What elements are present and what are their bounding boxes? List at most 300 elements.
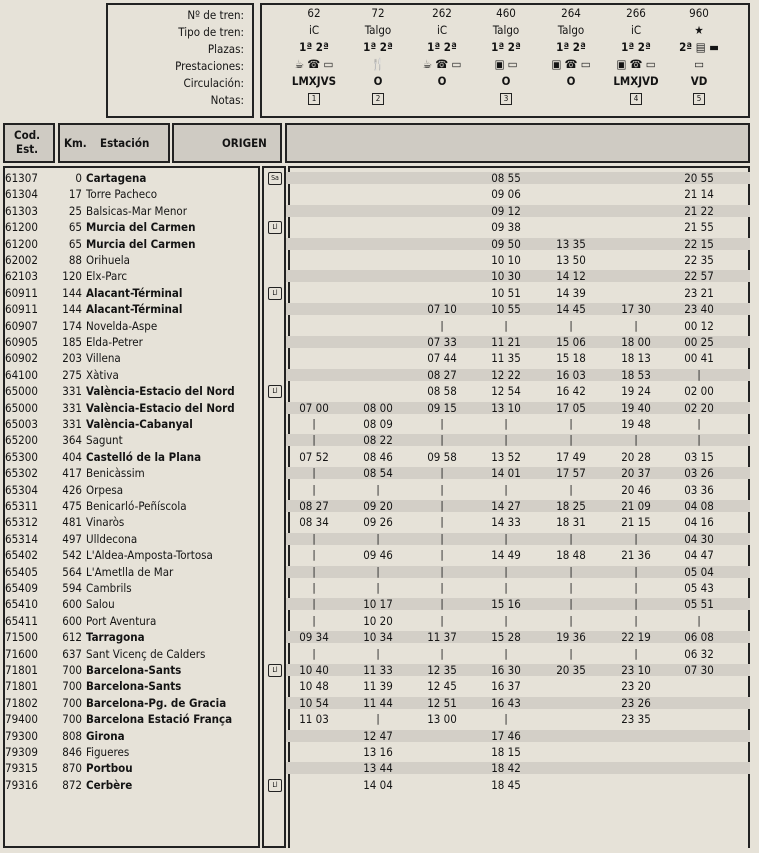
departure-time: | [504, 646, 508, 660]
departure-time: 11 37 [427, 630, 457, 645]
station-row [0, 449, 759, 465]
station-code: 79300 [5, 728, 38, 743]
departure-time: 12 45 [427, 679, 457, 694]
station-km: 808 [62, 728, 82, 743]
train-services: ☕ ☎ ▭ [294, 57, 334, 71]
station-code: 60905 [5, 335, 38, 349]
train-circulation: O [373, 74, 383, 88]
station-km: 426 [62, 482, 82, 497]
departure-time: 08 27 [427, 367, 457, 382]
station-code: 60902 [5, 351, 38, 366]
station-name: Barcelona Estació França [86, 712, 233, 727]
departure-time: 09 58 [427, 449, 457, 464]
departure-time: | [697, 367, 701, 381]
departure-time: 09 34 [299, 630, 329, 645]
departure-time: | [697, 613, 701, 627]
departure-time: | [569, 597, 573, 611]
departure-time: 17 46 [491, 728, 521, 743]
station-code: 65302 [5, 466, 38, 481]
train-info-labels-box [106, 3, 254, 118]
departure-time: 03 36 [684, 482, 714, 497]
station-km: 497 [62, 531, 82, 546]
station-km: 481 [62, 515, 82, 530]
departure-time: | [504, 581, 508, 594]
station-name: Ulldecona [86, 531, 138, 546]
station-km: 600 [62, 613, 82, 628]
station-code: 65411 [5, 613, 38, 628]
departure-time: | [440, 548, 444, 562]
station-code: 71600 [5, 646, 38, 661]
departure-time: 05 51 [684, 597, 714, 612]
departure-time: 03 26 [684, 466, 714, 481]
station-name: Portbou [86, 761, 133, 776]
station-name: Elx-Parc [86, 269, 128, 284]
departure-time: | [569, 482, 573, 496]
departure-time: | [376, 482, 380, 496]
departure-time: 18 53 [621, 367, 651, 382]
departure-time: 13 44 [363, 761, 393, 776]
departure-time: | [376, 712, 380, 726]
station-name: Port Aventura [86, 613, 157, 628]
station-km: 331 [62, 417, 82, 431]
departure-time: | [634, 646, 638, 660]
station-code: 64100 [5, 367, 38, 382]
station-row [0, 662, 759, 678]
station-row [0, 252, 759, 268]
departure-time: 21 15 [621, 515, 651, 530]
departure-time: 05 04 [684, 564, 714, 579]
departure-time: | [504, 531, 508, 545]
departure-time: 14 49 [491, 548, 521, 563]
station-name: Figueres [86, 745, 130, 759]
departure-time: 23 26 [621, 695, 651, 710]
station-km: 700 [62, 712, 82, 727]
station-name: Girona [86, 728, 125, 743]
station-row [0, 482, 759, 498]
departure-time: | [697, 433, 701, 447]
note-marker: 2 [372, 93, 384, 105]
departure-time: 10 55 [491, 302, 521, 317]
times-header-band [285, 123, 750, 163]
departure-time: 02 20 [684, 400, 714, 415]
station-code: 61200 [5, 220, 38, 235]
departure-time: 04 30 [684, 531, 714, 546]
departure-time: 21 22 [684, 203, 714, 218]
station-code: 65300 [5, 449, 38, 464]
train-seats: 1ª 2ª [556, 40, 586, 54]
departure-time: 03 15 [684, 449, 714, 464]
train-number: 460 [496, 6, 516, 20]
departure-time: 12 51 [427, 695, 457, 710]
departure-time: | [569, 531, 573, 545]
station-name: Torre Pacheco [86, 187, 158, 202]
departure-time: 11 03 [299, 712, 329, 727]
station-code: 65405 [5, 564, 38, 579]
train-circulation: O [566, 74, 576, 88]
station-km: 612 [62, 630, 82, 645]
note-marker: 3 [500, 93, 512, 105]
departure-time: 17 30 [621, 302, 651, 317]
departure-time: | [504, 482, 508, 496]
departure-time: | [440, 466, 444, 480]
station-name: L'Ametlla de Mar [86, 564, 174, 579]
departure-time: | [569, 318, 573, 332]
departure-time: 11 35 [491, 351, 521, 366]
train-note [283, 91, 345, 105]
departure-time: 10 48 [299, 679, 329, 694]
station-name: Novelda-Aspe [86, 318, 158, 333]
departure-time: | [504, 712, 508, 726]
train-number: 266 [626, 6, 646, 20]
station-km: 88 [68, 253, 82, 267]
station-code: 71801 [5, 679, 38, 694]
departure-time: 21 14 [684, 187, 714, 202]
station-name: Villena [86, 351, 121, 366]
station-row [0, 629, 759, 645]
station-row [0, 318, 759, 334]
departure-time: | [440, 318, 444, 332]
train-type: iC [436, 23, 448, 37]
station-row [0, 580, 759, 596]
station-row [0, 170, 759, 186]
departure-time: | [312, 531, 316, 545]
label-circulation: Circulación: [183, 76, 244, 90]
departure-time: | [569, 433, 573, 447]
station-code: 61200 [5, 236, 38, 251]
station-name: L'Aldea-Amposta-Tortosa [86, 548, 213, 563]
station-code: 79309 [5, 745, 38, 759]
station-km: 872 [62, 777, 82, 792]
station-name: Orihuela [86, 253, 130, 267]
train-note [347, 91, 409, 105]
departure-time: 10 20 [363, 613, 393, 628]
station-symbol: Ll [268, 221, 282, 234]
departure-time: 22 15 [684, 236, 714, 251]
station-name: València-Estacio del Nord [86, 400, 235, 415]
departure-time: 19 24 [621, 384, 651, 399]
train-type: Talgo [492, 23, 520, 37]
departure-time: 04 47 [684, 548, 714, 563]
departure-time: | [312, 433, 316, 447]
station-code: 65311 [5, 499, 38, 513]
departure-time: | [440, 646, 444, 660]
label-train-number: Nº de tren: [187, 8, 244, 22]
train-seats: 1ª 2ª [363, 40, 393, 54]
station-km: 637 [62, 646, 82, 661]
station-km: 564 [62, 564, 82, 579]
station-name: Barcelona-Sants [86, 663, 182, 677]
station-km: 120 [62, 269, 82, 284]
note-marker: 1 [308, 93, 320, 105]
train-circulation: O [437, 74, 447, 88]
train-seats: 2ª ▤ ▬ [679, 40, 719, 54]
departure-time: | [634, 564, 638, 578]
station-row [0, 236, 759, 252]
departure-time: 08 34 [299, 515, 329, 530]
train-circulation: LMXJVS [291, 74, 337, 88]
departure-time: | [440, 597, 444, 611]
departure-time: 12 47 [363, 728, 393, 743]
departure-time: 14 33 [491, 515, 521, 530]
departure-time: 08 00 [363, 400, 393, 415]
station-km: 331 [62, 384, 82, 399]
station-symbol: Ll [268, 385, 282, 398]
departure-time: 21 36 [621, 548, 651, 563]
departure-time: | [312, 466, 316, 480]
train-type: Talgo [364, 23, 392, 37]
departure-time: 23 21 [684, 285, 714, 300]
station-row [0, 203, 759, 219]
departure-time: | [504, 613, 508, 627]
departure-time: | [440, 564, 444, 578]
departure-time: 14 45 [556, 302, 586, 317]
train-circulation: LMXJVD [613, 74, 659, 88]
departure-time: | [440, 613, 444, 627]
label-notes: Notas: [210, 93, 244, 107]
departure-time: 09 38 [491, 220, 521, 235]
departure-time: 05 43 [684, 581, 714, 595]
train-services: ▣ ▭ [494, 57, 518, 71]
departure-time: 02 00 [684, 384, 714, 399]
train-number: 262 [432, 6, 452, 20]
departure-time: 06 32 [684, 646, 714, 661]
departure-time: 07 33 [427, 335, 457, 349]
station-km: 25 [68, 203, 82, 218]
departure-time: 06 08 [684, 630, 714, 645]
departure-time: 08 58 [427, 384, 457, 399]
station-km: 846 [62, 745, 82, 759]
departure-time: | [504, 417, 508, 430]
station-name: Cambrils [86, 581, 132, 595]
departure-time: 13 00 [427, 712, 457, 727]
station-row [0, 646, 759, 662]
departure-time: 07 10 [427, 302, 457, 317]
station-name: Xàtiva [86, 367, 119, 382]
station-row [0, 334, 759, 350]
station-km: 700 [62, 663, 82, 677]
departure-time: 08 55 [491, 171, 521, 185]
station-name: Benicarló-Peñíscola [86, 499, 187, 513]
train-seats: 1ª 2ª [299, 40, 329, 54]
departure-time: 13 35 [556, 236, 586, 251]
station-km: 185 [62, 335, 82, 349]
station-name: Benicàssim [86, 466, 145, 481]
station-km: 0 [75, 171, 82, 185]
train-type: ★ [694, 23, 704, 37]
departure-time: | [312, 613, 316, 627]
departure-time: 10 34 [363, 630, 393, 645]
station-km: 203 [62, 351, 82, 366]
est-header: Est. [16, 142, 39, 156]
station-km: 404 [62, 449, 82, 464]
station-row [0, 744, 759, 760]
departure-time: 13 52 [491, 449, 521, 464]
train-number: 72 [371, 6, 385, 20]
departure-time: 10 30 [491, 269, 521, 284]
departure-time: 14 12 [556, 269, 586, 284]
departure-time: | [312, 581, 316, 594]
departure-time: 18 00 [621, 335, 651, 349]
departure-time: | [569, 417, 573, 430]
departure-time: | [504, 433, 508, 447]
departure-time: | [634, 531, 638, 545]
departure-time: 16 42 [556, 384, 586, 399]
train-services: ▣ ☎ ▭ [616, 57, 656, 71]
departure-time: | [634, 581, 638, 594]
station-km: 700 [62, 679, 82, 694]
departure-time: 20 35 [556, 663, 586, 677]
departure-time: 15 28 [491, 630, 521, 645]
station-row [0, 547, 759, 563]
departure-time: 16 43 [491, 695, 521, 710]
departure-time: | [312, 597, 316, 611]
departure-time: | [376, 531, 380, 545]
station-code: 79316 [5, 777, 38, 792]
station-name: Barcelona-Sants [86, 679, 182, 694]
departure-time: 16 30 [491, 663, 521, 677]
station-symbol: Sa [268, 172, 282, 185]
station-row [0, 432, 759, 448]
station-row [0, 564, 759, 580]
station-row [0, 760, 759, 776]
departure-time: 22 19 [621, 630, 651, 645]
departure-time: 08 54 [363, 466, 393, 481]
departure-time: 13 50 [556, 253, 586, 267]
station-code: 60907 [5, 318, 38, 333]
departure-time: 23 20 [621, 679, 651, 694]
station-km: 144 [62, 302, 82, 317]
departure-time: 10 17 [363, 597, 393, 612]
station-km: 600 [62, 597, 82, 612]
departure-time: | [440, 482, 444, 496]
station-row [0, 678, 759, 694]
km-header: Km. [64, 136, 87, 150]
departure-time: 20 55 [684, 171, 714, 185]
departure-time: | [312, 646, 316, 660]
station-km: 331 [62, 400, 82, 415]
departure-time: 20 28 [621, 449, 651, 464]
departure-time: 09 20 [363, 499, 393, 513]
station-code: 65200 [5, 433, 38, 448]
station-row [0, 219, 759, 235]
departure-time: 10 54 [299, 695, 329, 710]
station-km: 594 [62, 581, 82, 595]
train-services: ☕ ☎ ▭ [422, 57, 462, 71]
departure-time: 08 46 [363, 449, 393, 464]
departure-time: 18 31 [556, 515, 586, 530]
departure-time: | [634, 318, 638, 332]
departure-time: 12 54 [491, 384, 521, 399]
label-seats: Plazas: [207, 42, 244, 56]
station-row [0, 777, 759, 793]
station-km: 275 [62, 367, 82, 382]
train-circulation: O [501, 74, 511, 88]
departure-time: 17 57 [556, 466, 586, 481]
station-km: 174 [62, 318, 82, 333]
station-name: Cartagena [86, 171, 147, 185]
train-number: 62 [307, 6, 321, 20]
station-symbol: Ll [268, 779, 282, 792]
departure-time: | [312, 482, 316, 496]
station-km: 364 [62, 433, 82, 448]
station-code: 65000 [5, 400, 38, 415]
departure-time: | [312, 548, 316, 562]
departure-time: | [440, 433, 444, 447]
station-symbol: Ll [268, 664, 282, 677]
departure-time: 18 48 [556, 548, 586, 563]
departure-time: 09 15 [427, 400, 457, 415]
station-code: 65312 [5, 515, 38, 530]
station-km: 542 [62, 548, 82, 563]
departure-time: 11 39 [363, 679, 393, 694]
departure-time: 21 55 [684, 220, 714, 235]
station-code: 62103 [5, 269, 38, 284]
station-km: 65 [68, 236, 82, 251]
station-row [0, 711, 759, 727]
departure-time: 18 42 [491, 761, 521, 776]
departure-time: 23 35 [621, 712, 651, 727]
cod-header: Cod. [14, 128, 41, 142]
station-symbol: Ll [268, 287, 282, 300]
station-code: 60911 [5, 302, 38, 317]
departure-time: 19 40 [621, 400, 651, 415]
departure-time: 20 37 [621, 466, 651, 481]
station-name: Vinaròs [86, 515, 125, 530]
departure-time: 13 16 [363, 745, 393, 759]
departure-time: 18 15 [491, 745, 521, 759]
departure-time: 11 33 [363, 663, 393, 677]
station-name: Murcia del Carmen [86, 220, 196, 235]
station-row [0, 498, 759, 514]
departure-time: 14 01 [491, 466, 521, 481]
train-type: Talgo [557, 23, 585, 37]
departure-time: 09 06 [491, 187, 521, 202]
departure-time: 19 36 [556, 630, 586, 645]
departure-time: | [376, 646, 380, 660]
departure-time: 08 22 [363, 433, 393, 448]
station-row [0, 728, 759, 744]
departure-time: 15 16 [491, 597, 521, 612]
departure-time: 15 06 [556, 335, 586, 349]
station-code: 62002 [5, 253, 38, 267]
station-code: 65304 [5, 482, 38, 497]
departure-time: | [634, 597, 638, 611]
station-name: Balsicas-Mar Menor [86, 203, 187, 218]
departure-time: 18 25 [556, 499, 586, 513]
departure-time: | [440, 531, 444, 545]
station-code: 79400 [5, 712, 38, 727]
train-services: ▭ [694, 57, 704, 71]
departure-time: 11 21 [491, 335, 521, 349]
departure-time: | [504, 564, 508, 578]
station-row [0, 301, 759, 317]
station-code: 79315 [5, 761, 38, 776]
note-marker: 4 [630, 93, 642, 105]
station-name: València-Estacio del Nord [86, 384, 235, 399]
station-name: Orpesa [86, 482, 124, 497]
departure-time: 10 10 [491, 253, 521, 267]
departure-time: 23 40 [684, 302, 714, 317]
train-circulation: VD [690, 74, 708, 88]
station-row [0, 416, 759, 432]
station-name: Alacant-Términal [86, 285, 183, 300]
train-number: 264 [561, 6, 581, 20]
departure-time: | [634, 433, 638, 447]
departure-time: 15 18 [556, 351, 586, 366]
departure-time: 16 03 [556, 367, 586, 382]
origin-header: ORIGEN [222, 136, 267, 150]
departure-time: 14 39 [556, 285, 586, 300]
